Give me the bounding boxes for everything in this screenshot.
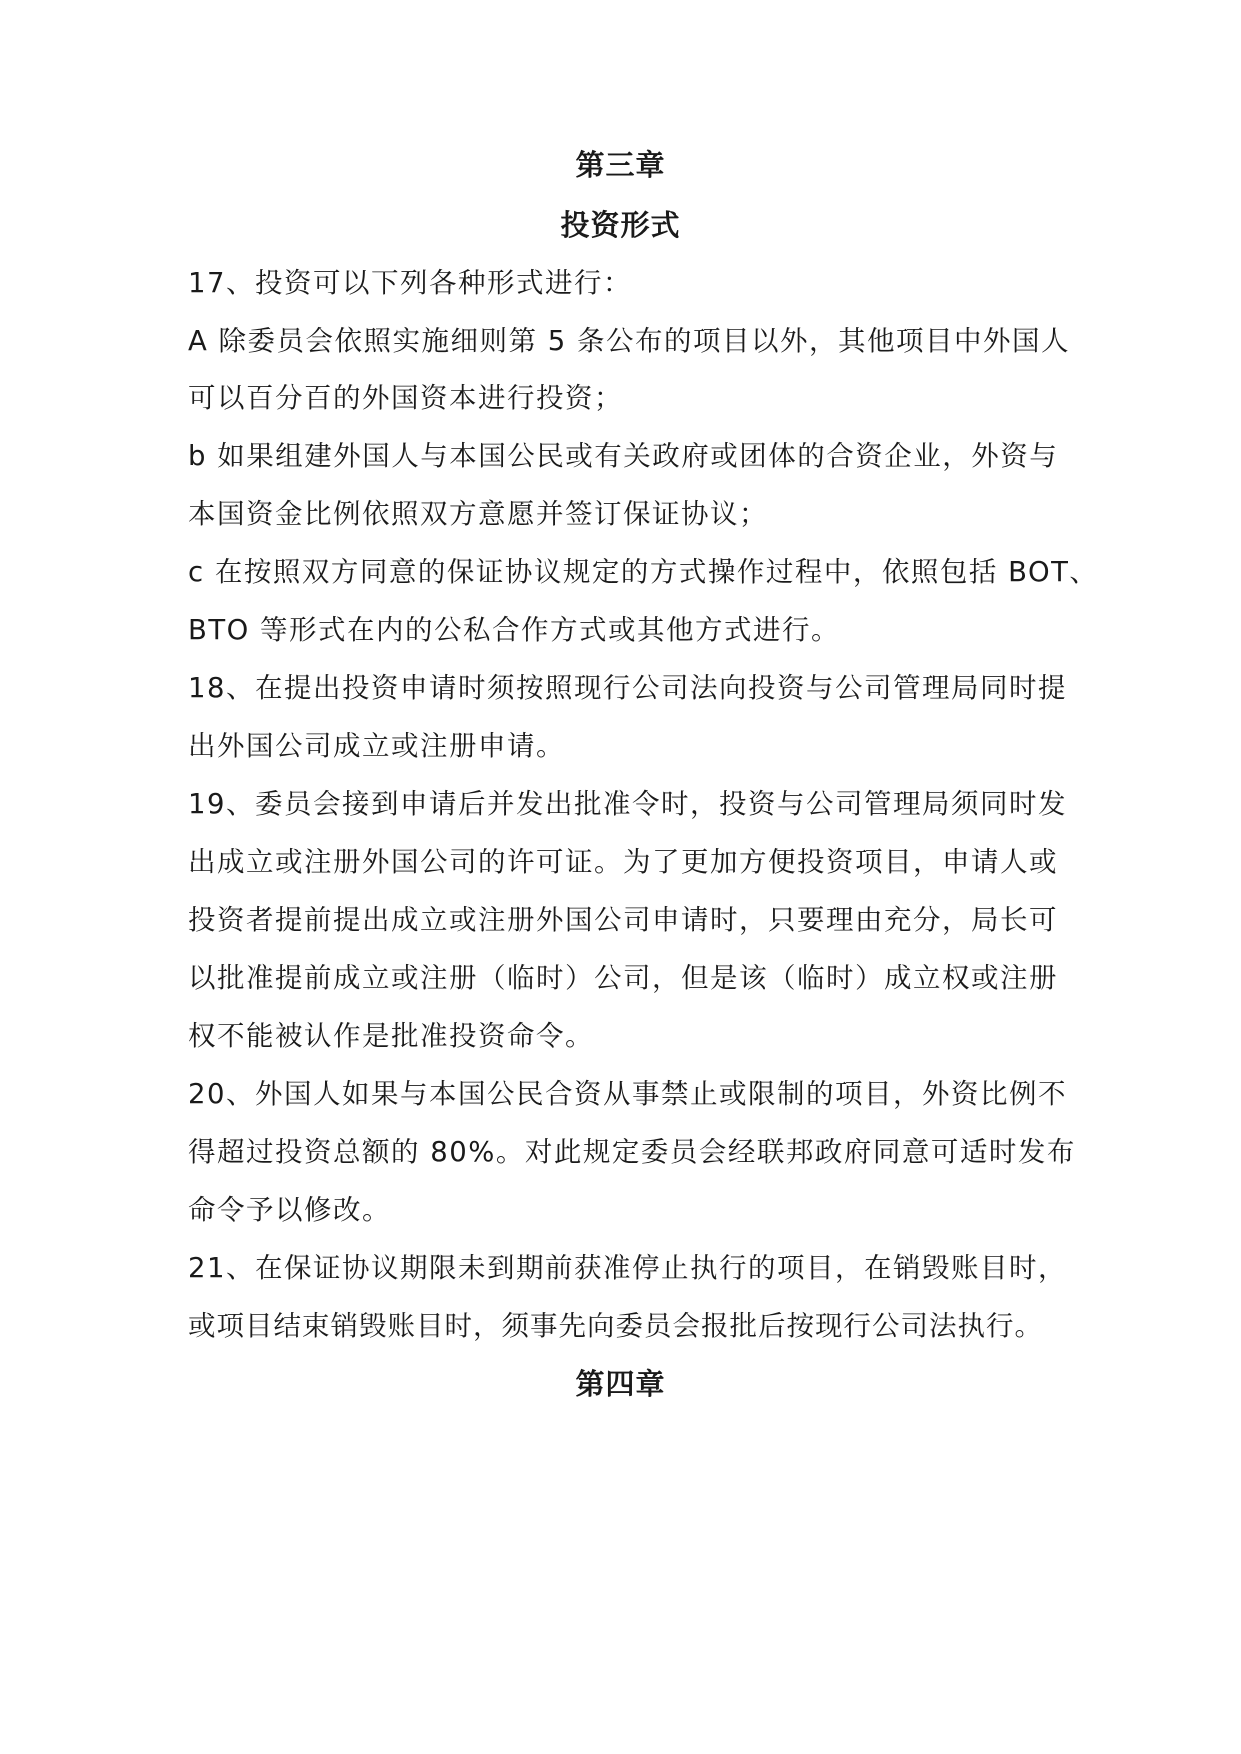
article-19-line-4: 以批准提前成立或注册（临时）公司，但是该（临时）成立权或注册 [188,962,1058,994]
article-19-line-5: 权不能被认作是批准投资命令。 [188,1020,594,1052]
article-21-line-2: 或项目结束销毁账目时，须事先向委员会报批后按现行公司法执行。 [188,1310,1043,1342]
chapter-3-subtitle: 投资形式 [560,208,681,242]
article-21-line-1: 21、在保证协议期限未到期前获准停止执行的项目，在销毁账目时， [188,1252,1067,1284]
article-19-line-3: 投资者提前提出成立或注册外国公司申请时，只要理由充分，局长可 [188,904,1058,936]
clause-a-line-1: A 除委员会依照实施细则第 5 条公布的项目以外，其他项目中外国人 [188,325,1071,357]
article-20-line-1: 20、外国人如果与本国公民合资从事禁止或限制的项目，外资比例不 [188,1078,1067,1110]
clause-a-line-2: 可以百分百的外国资本进行投资； [188,382,623,414]
article-19-line-1: 19、委员会接到申请后并发出批准令时，投资与公司管理局须同时发 [188,788,1067,820]
article-18-line-2: 出外国公司成立或注册申请。 [188,730,565,762]
clause-b-line-1: b 如果组建外国人与本国公民或有关政府或团体的合资企业，外资与 [188,440,1059,472]
article-17-heading: 17、投资可以下列各种形式进行： [188,267,632,299]
clause-c-line-1: c 在按照双方同意的保证协议规定的方式操作过程中，依照包括 BOT、 [188,556,1099,588]
clause-c-line-2: BTO 等形式在内的公私合作方式或其他方式进行。 [188,614,841,646]
article-19-line-2: 出成立或注册外国公司的许可证。为了更加方便投资项目，申请人或 [188,846,1058,878]
article-20-line-3: 命令予以修改。 [188,1194,391,1226]
article-18-line-1: 18、在提出投资申请时须按照现行公司法向投资与公司管理局同时提 [188,672,1067,704]
chapter-4-title: 第四章 [575,1367,666,1401]
article-20-line-2: 得超过投资总额的 80%。对此规定委员会经联邦政府同意可适时发布 [188,1136,1076,1168]
chapter-3-title: 第三章 [575,148,666,182]
clause-b-line-2: 本国资金比例依照双方意愿并签订保证协议； [188,498,768,530]
